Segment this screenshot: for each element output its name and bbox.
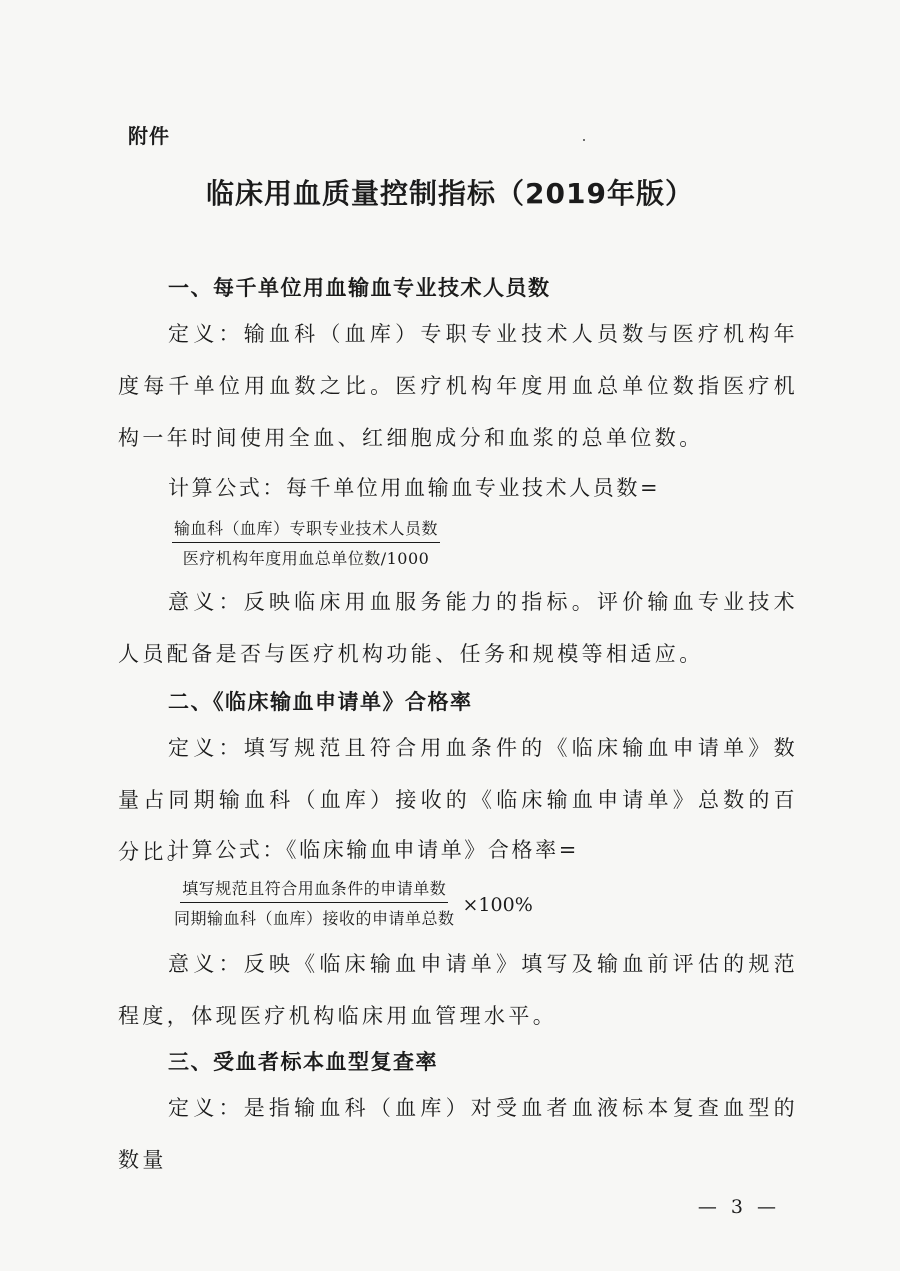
formula-denominator: 同期输血科（血库）接收的申请单总数 (174, 909, 455, 928)
section-heading-1: 一、每千单位用血输血专业技术人员数 (168, 276, 551, 300)
scan-speck (583, 139, 585, 141)
formula-fraction (172, 876, 457, 929)
section-1-significance: 意义：反映临床用血服务能力的指标。评价输血专业技术人员配备是否与医疗机构功能、任务和规模等相适应。 (118, 590, 798, 666)
section-2-formula-label: 计算公式：《临床输血申请单》合格率= (168, 838, 579, 862)
section-1-formula (172, 516, 440, 569)
annex-label: 附件 (128, 124, 170, 148)
formula-fraction (172, 516, 440, 569)
formula-denominator: 医疗机构年度用血总单位数/1000 (182, 549, 430, 568)
page-number: — 3 — (697, 1196, 780, 1218)
document-title: 临床用血质量控制指标（2019年版） (206, 177, 694, 210)
formula-numerator: 输血科（血库）专职专业技术人员数 (172, 516, 440, 543)
formula-numerator: 填写规范且符合用血条件的申请单数 (180, 876, 448, 903)
section-heading-2: 二、《临床输血申请单》合格率 (168, 690, 473, 714)
section-2-significance: 意义：反映《临床输血申请单》填写及输血前评估的规范程度，体现医疗机构临床用血管理水平。 (118, 952, 798, 1028)
section-2-formula (172, 876, 533, 929)
section-2-definition: 定义：填写规范且符合用血条件的《临床输血申请单》数量占同期输血科（血库）接收的《临床输血申请单》总数的百分比。 (118, 736, 798, 864)
section-1-definition: 定义：输血科（血库）专职专业技术人员数与医疗机构年度每千单位用血数之比。医疗机构年度用血总单位数指医疗机构一年时间使用全血、红细胞成分和血浆的总单位数。 (118, 322, 798, 450)
formula-multiplier: ×100% (462, 893, 533, 916)
section-1-formula-label: 计算公式：每千单位用血输血专业技术人员数= (168, 476, 661, 500)
section-3-definition: 定义：是指输血科（血库）对受血者血液标本复查血型的数量 (118, 1096, 798, 1172)
section-heading-3: 三、受血者标本血型复查率 (168, 1050, 438, 1074)
